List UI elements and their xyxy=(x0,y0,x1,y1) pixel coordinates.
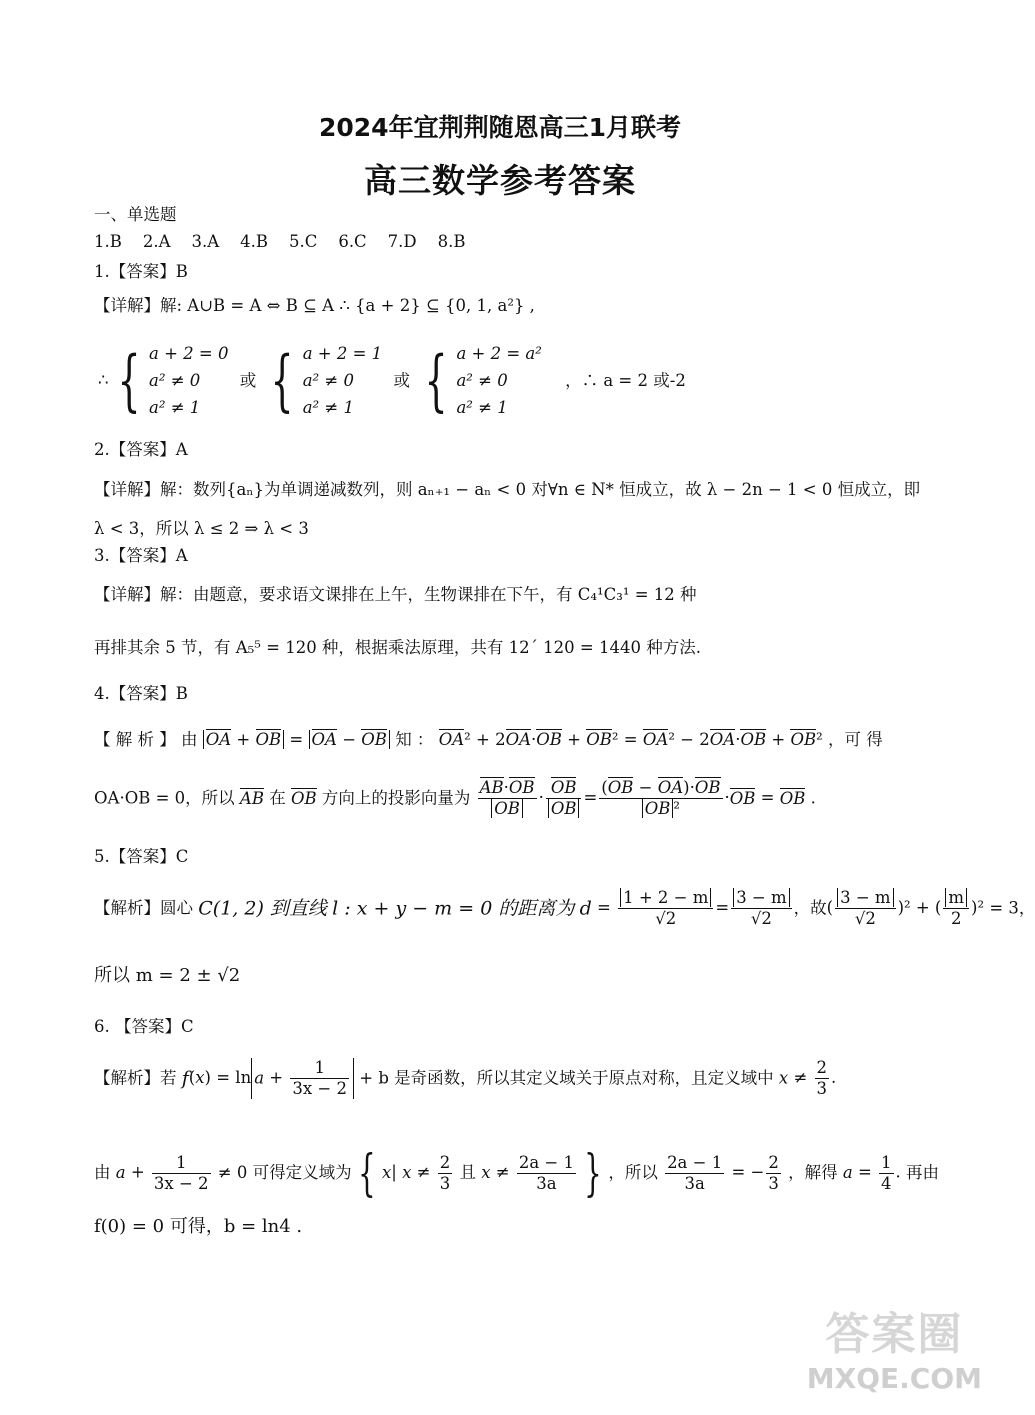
q1-system-2: a + 2 = 1 a² ≠ 0 a² ≠ 1 xyxy=(302,344,383,417)
inner-fraction: $\frac{1}{3x - 2}$ xyxy=(292,1058,347,1098)
vector-diff-abs: OA − OB xyxy=(309,730,390,749)
brace-icon: { xyxy=(424,341,448,419)
q2-answer: 2.【答案】A xyxy=(94,440,188,459)
q1-system-1: a + 2 = 0 a² ≠ 0 a² ≠ 1 xyxy=(149,344,229,417)
or-text: 或 xyxy=(239,370,257,390)
q6-detail: 【解析】若 f(x) = ln a + $\frac{1}{3x - 2}$ + b 是奇函数，所以其定义域关于原点对称，且定义域中 x ≠ $\frac{2}{3}$ . xyxy=(94,1058,837,1098)
or-text: 或 xyxy=(393,370,410,390)
q1-result: ，∴ a = 2 或-2 xyxy=(565,370,686,390)
q5-detail-line2: 所以 m = 2 ± √2 xyxy=(94,965,241,986)
q6-detail-line2: 由 a + $\frac{1}{3x - 2}$ ≠ 0 可得定义域为 { x| x ≠ $\frac{2}{3}$ 且 x ≠ $\frac{2a - 1}{3a}$ } ，所以 $\frac{2a - 1}{3a}$ = − $\frac{2}{3}$ ，解得 a = $\frac{1}{4}$ . 再由 xyxy=(94,1140,939,1196)
q6-answer: 6. 【答案】C xyxy=(94,1017,194,1036)
document-title: 2024年宜荆荆随恩高三1月联考 xyxy=(319,113,681,142)
equation-right-fraction: $\frac{2}{3}$ xyxy=(768,1152,779,1193)
q6-detail-line3: f(0) = 0 可得，b = ln4 . xyxy=(94,1216,303,1237)
projection-fraction-1: $\frac{AB\cdot OB}{OB}$ xyxy=(479,778,535,818)
q1-system-3: a + 2 = a² a² ≠ 0 a² ≠ 1 xyxy=(456,344,542,417)
vector-sum-abs: OA + OB xyxy=(203,730,284,749)
distance-fraction-1: $\frac{1 + 2 - m}{√2}$ xyxy=(618,888,713,929)
distance-fraction-3: $\frac{3 - m}{√2}$ xyxy=(835,888,895,929)
domain-fraction: $\frac{1}{3x - 2}$ xyxy=(153,1152,209,1193)
q3-detail-line2: 再排其余 5 节，有 A₅⁵ = 120 种，根据乘法原理，共有 12´ 120 = 1440 种方法. xyxy=(94,638,701,657)
domain-two-thirds: $\frac{2}{3}$ xyxy=(439,1152,451,1193)
brace-icon: { xyxy=(358,1144,376,1202)
answer-key-summary: 1.B 2.A 3.A 4.B 5.C 6.C 7.D 8.B xyxy=(94,232,466,251)
q1-answer: 1.【答案】B xyxy=(94,262,188,281)
q4-answer: 4.【答案】B xyxy=(94,684,188,703)
q2-detail-line2: λ < 3，所以 λ ≤ 2 ⇒ λ < 3 xyxy=(94,519,309,538)
section-label: 一、单选题 xyxy=(94,205,177,224)
distance-fraction-2: $\frac{3 - m}{√2}$ xyxy=(731,888,791,929)
radius-fraction: $\frac{m}{2}$ xyxy=(943,888,969,929)
brace-icon: { xyxy=(270,341,295,419)
document-subtitle: 高三数学参考答案 xyxy=(364,161,636,200)
watermark-logo: 答案圈 MXQE.COM xyxy=(806,1309,982,1395)
therefore-symbol: ∴ xyxy=(98,370,109,390)
brace-icon: { xyxy=(117,341,141,419)
q3-answer: 3.【答案】A xyxy=(94,546,188,565)
projection-fraction-2: $\frac{OB}{OB}$ xyxy=(546,778,582,819)
q1-systems xyxy=(98,340,686,420)
q5-detail: 【解析】圆心 C(1, 2) 到直线 l : x + y − m = 0 的距离为 d = $\frac{1 + 2 - m}{√2}$ = $\frac{3 - m}{√2}$ ，故( $\frac{3 - m}{√2}$ )² + ( $\frac{m}{2}$ )² = 3， xyxy=(94,888,1035,928)
q1-detail: 【详解】解: A∪B = A ⇔ B ⊆ A ∴ {a + 2} ⊆ {0, 1, a²} , xyxy=(94,296,535,315)
q4-projection: OA·OB = 0，所以 AB 在 OB 方向上的投影向量为 $\frac{AB\cdot OB}{OB}$ · $\frac{OB}{OB}$ = $\frac{(OB - OA)\cdot OB}{\text{OB ²}}$ ·OB = OB . xyxy=(94,778,816,818)
q4-detail: 【 解 析 】 由 OA + OB = OA − OB 知 ： OA² + 2OA·OB + OB² = OA² − 2OA·OB + OB² ，可 得 xyxy=(94,730,883,749)
two-thirds-fraction: $\frac{2}{3}$ xyxy=(816,1058,828,1098)
brace-close-icon: } xyxy=(584,1144,602,1202)
a-value-fraction: $\frac{1}{4}$ xyxy=(881,1152,892,1193)
q3-detail: 【详解】解：由题意，要求语文课排在上午，生物课排在下午，有 C₄¹C₃¹ = 12 种 xyxy=(94,585,697,604)
q5-answer: 5.【答案】C xyxy=(94,847,189,866)
equation-left-fraction: $\frac{2a - 1}{3a}$ xyxy=(667,1152,723,1193)
projection-fraction-3: $\frac{(OB - OA)\cdot OB}{\text{OB ²}}$ xyxy=(601,778,721,818)
q2-detail: 【详解】解：数列{aₙ}为单调递减数列，则 aₙ₊₁ − aₙ < 0 对∀n ∈ N* 恒成立，故 λ − 2n − 1 < 0 恒成立，即 xyxy=(94,480,921,499)
domain-a-fraction: $\frac{2a - 1}{3a}$ xyxy=(518,1152,574,1193)
